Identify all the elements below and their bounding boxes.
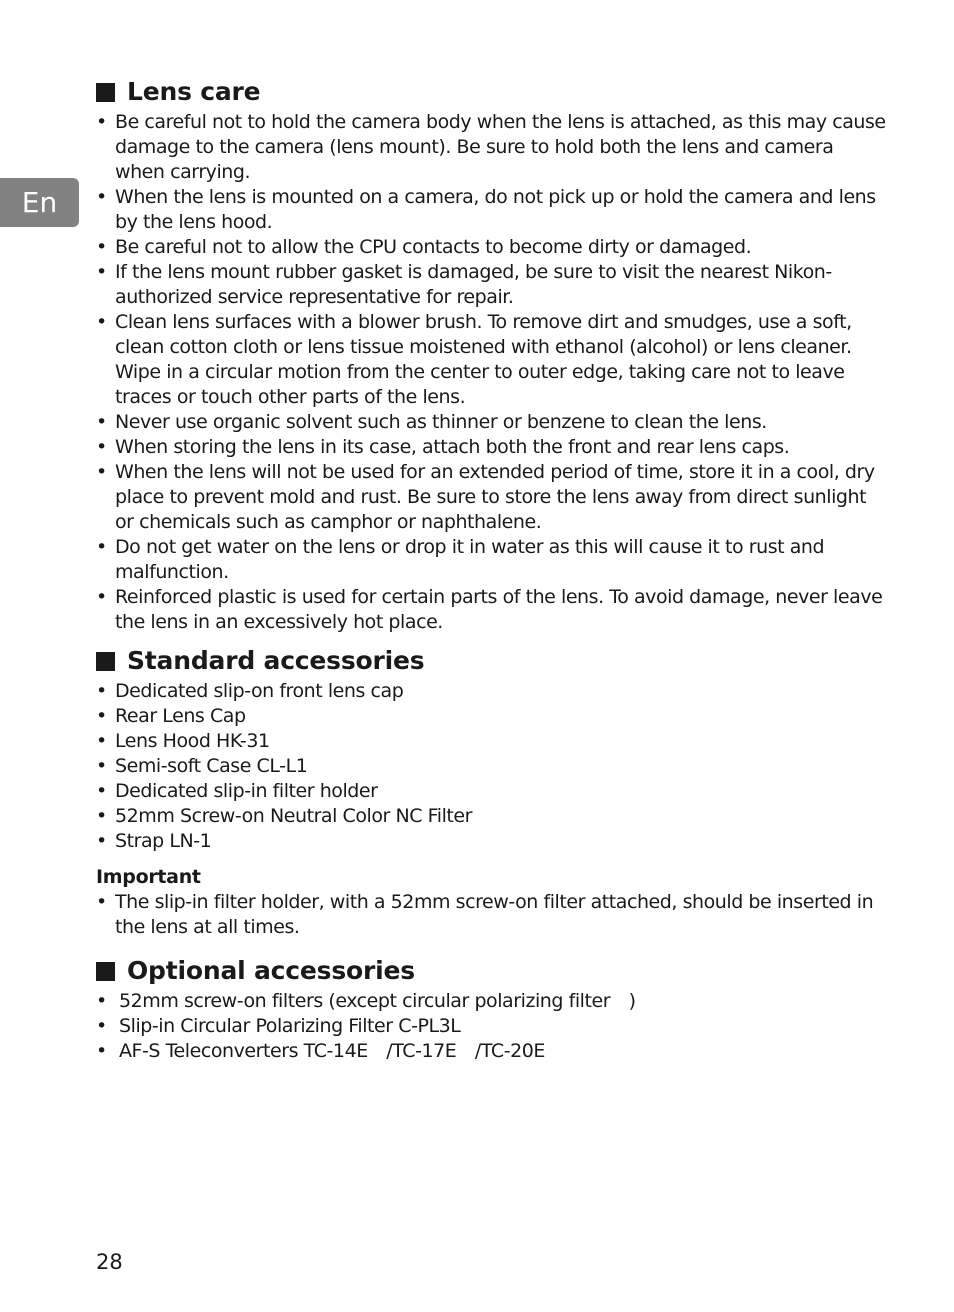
language-tab: En bbox=[0, 178, 79, 227]
list-item: • 52mm screw-on filters (except circular polarizing filter ) bbox=[96, 989, 886, 1014]
heading-square-icon bbox=[96, 962, 115, 981]
list-item: • If the lens mount rubber gasket is damaged, be sure to visit the nearest Nikon-authorized service representative for repair. bbox=[96, 260, 886, 310]
list-item: • Dedicated slip-in filter holder bbox=[96, 779, 886, 804]
page-number: 28 bbox=[96, 1250, 123, 1274]
list-item: • Do not get water on the lens or drop it in water as this will cause it to rust and malfunction. bbox=[96, 535, 886, 585]
heading-square-icon bbox=[96, 652, 115, 671]
lens-care-list bbox=[96, 110, 886, 635]
standard-accessories-heading-text: Standard accessories bbox=[127, 646, 425, 675]
list-item: • Dedicated slip-on front lens cap bbox=[96, 679, 886, 704]
list-item: • Strap LN-1 bbox=[96, 829, 886, 854]
list-item: • Never use organic solvent such as thinner or benzene to clean the lens. bbox=[96, 410, 886, 435]
list-item: • When the lens will not be used for an extended period of time, store it in a cool, dry place to prevent mold and rust. Be sure to store the lens away from direct sunlight or chemicals such as camphor or naphthalene. bbox=[96, 460, 886, 535]
list-item: • When storing the lens in its case, attach both the front and rear lens caps. bbox=[96, 435, 886, 460]
list-item: • Semi-soft Case CL-L1 bbox=[96, 754, 886, 779]
standard-accessories-heading bbox=[96, 643, 886, 679]
list-item: • Clean lens surfaces with a blower brush. To remove dirt and smudges, use a soft, clean cotton cloth or lens tissue moistened with ethanol (alcohol) or lens cleaner. Wipe in a circular motion from the center to outer edge, taking care not to leave traces or touch other parts of the lens. bbox=[96, 310, 886, 410]
list-item: • Slip-in Circular Polarizing Filter C-PL3L bbox=[96, 1014, 886, 1039]
list-item: • Lens Hood HK-31 bbox=[96, 729, 886, 754]
list-item: • Be careful not to hold the camera body when the lens is attached, as this may cause damage to the camera (lens mount). Be sure to hold both the lens and camera when carrying. bbox=[96, 110, 886, 185]
lens-care-heading-text: Lens care bbox=[127, 77, 261, 106]
list-item: • Rear Lens Cap bbox=[96, 704, 886, 729]
list-item: • Reinforced plastic is used for certain parts of the lens. To avoid damage, never leave the lens in an excessively hot place. bbox=[96, 585, 886, 635]
list-item: • AF-S Teleconverters TC-14E /TC-17E /TC-20E bbox=[96, 1039, 886, 1064]
heading-square-icon bbox=[96, 83, 115, 102]
page-content bbox=[96, 74, 886, 1064]
optional-accessories-heading-text: Optional accessories bbox=[127, 956, 415, 985]
lens-care-heading bbox=[96, 74, 886, 110]
important-label: Important bbox=[96, 866, 201, 888]
list-item: • The slip-in filter holder, with a 52mm screw-on filter attached, should be inserted in the lens at all times. bbox=[96, 890, 886, 940]
optional-accessories-heading bbox=[96, 953, 886, 989]
standard-accessories-list bbox=[96, 679, 886, 854]
optional-accessories-list bbox=[96, 989, 886, 1064]
important-list bbox=[96, 890, 886, 940]
list-item: • When the lens is mounted on a camera, do not pick up or hold the camera and lens by the lens hood. bbox=[96, 185, 886, 235]
list-item: • 52mm Screw-on Neutral Color NC Filter bbox=[96, 804, 886, 829]
list-item: • Be careful not to allow the CPU contacts to become dirty or damaged. bbox=[96, 235, 886, 260]
